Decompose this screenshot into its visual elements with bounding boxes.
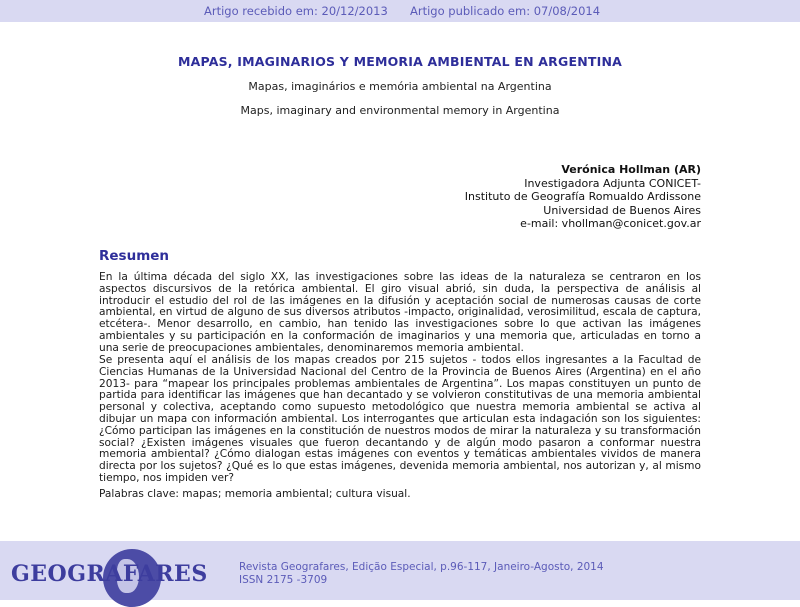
author-institute: Instituto de Geografía Romualdo Ardissone (464, 190, 701, 203)
journal-issn: ISSN 2175 -3709 (239, 574, 328, 586)
logo-wordmark: GEOGRAFARES (11, 561, 208, 587)
journal-reference: Revista Geografares, Edição Especial, p.96-117, Janeiro-Agosto, 2014 (239, 561, 604, 573)
author-block (465, 163, 701, 231)
journal-footer (0, 541, 800, 600)
article-title-portuguese: Mapas, imaginários e memória ambiental na Argentina (248, 80, 552, 93)
author-email[interactable]: e-mail: vhollman@conicet.gov.ar (520, 217, 701, 230)
author-university: Universidad de Buenos Aires (543, 203, 701, 217)
journal-logo (11, 553, 208, 593)
author-role: Investigadora Adjunta CONICET- (524, 176, 701, 190)
author-name: Verónica Hollman (AR) (561, 163, 701, 176)
published-date: Artigo publicado em: 07/08/2014 (410, 4, 601, 18)
keywords: Palabras clave: mapas; memoria ambiental; cultura visual. (99, 488, 411, 500)
abstract-heading: Resumen (99, 248, 170, 264)
abstract-paragraph-2: Se presenta aquí el análisis de los mapas creados por 215 sujetos - todos ellos ingresantes a la Facultad de Ciencias Humanas de la Universidad Nacional del Centro de la Provincia de Buenos Aires (Argentina) en el año 2013- para “mapear los principales problemas ambientales de Argentina”. Los mapas constituyen un punto de partida para identificar las imágenes que han decantado y se volvieron constitutivas de una memoria ambiental personal y colectiva, aceptando como supuesto metodológico que nuestra memoria ambiental se activa al dibujar un mapa con información ambiental. Los interrogantes que articulan esta indagación son los siguientes: ¿Cómo participan las imágenes en la constitución de nuestros modos de mirar la naturaleza y su transformación social? ¿Existen imágenes visuales que fueron decantando y de algún modo pasaron a conformar nuestra memoria ambiental? ¿Cómo dialogan estas imágenes con eventos y temáticas ambientales vividos de manera directa por los sujetos? ¿Qué es lo que estas imágenes, devenida memoria ambiental, nos autorizan y, al mismo tiempo, nos impiden ver? (99, 354, 701, 484)
article-title: MAPAS, IMAGINARIOS Y MEMORIA AMBIENTAL EN ARGENTINA (178, 54, 622, 69)
article-dates-bar (0, 0, 800, 22)
journal-citation (239, 561, 604, 587)
received-date: Artigo recebido em: 20/12/2013 (204, 4, 388, 18)
article-title-english: Maps, imaginary and environmental memory in Argentina (240, 104, 560, 117)
abstract-paragraph-1: En la última década del siglo XX, las investigaciones sobre las ideas de la naturaleza se centraron en los aspectos discursivos de la retórica ambiental. El giro visual abrió, sin duda, la perspectiva de análisis al introducir el estudio del rol de las imágenes en la difusión y aceptación social de numerosas causas de corte ambiental, en virtud de alguno de sus diversos atributos -impacto, originalidad, verosimilitud, escala de captura, etcétera-. Menor desarrollo, en cambio, han tenido las investigaciones sobre lo que activan las imágenes ambientales y su participación en la conformación de imaginarios y una memoria que, articuladas en torno a una serie de preocupaciones ambientales, denominaremos memoria ambiental. (99, 271, 701, 354)
